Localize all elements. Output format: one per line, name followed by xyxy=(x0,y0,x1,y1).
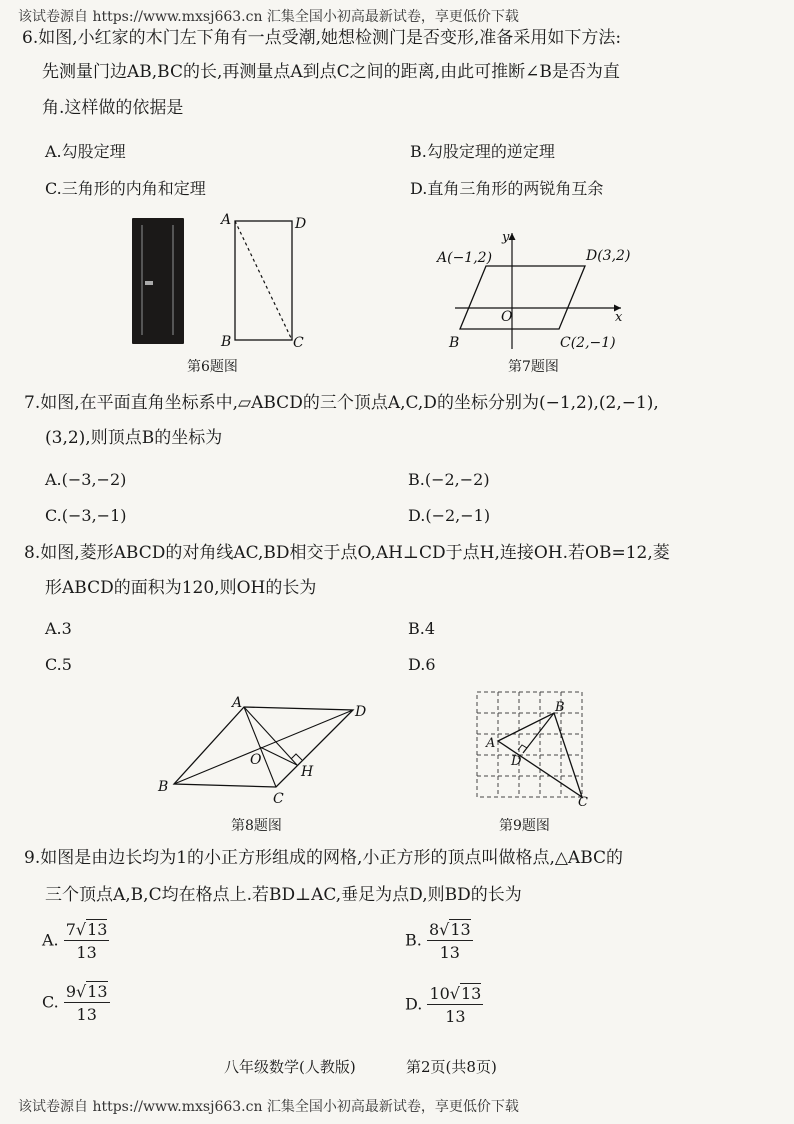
q8-option-d: D.6 xyxy=(408,655,436,674)
q9-line1: 9.如图是由边长均为1的小正方形组成的网格,小正方形的顶点叫做格点,△ABC的 xyxy=(24,848,624,868)
door-photo xyxy=(132,218,184,344)
q7-option-a: A.(−3,−2) xyxy=(45,470,127,489)
q7-option-d: D.(−2,−1) xyxy=(408,506,491,525)
fig9-label-d: D xyxy=(511,754,522,769)
q6-option-a: A.勾股定理 xyxy=(45,142,126,161)
fig8-label-h: H xyxy=(301,764,314,780)
fig7-label-o: O xyxy=(501,309,513,325)
fig8-label-d: D xyxy=(355,704,367,720)
q9-option-c: C. $\frac{9√13}{13}$ xyxy=(42,982,108,1024)
fig9-label-a: A xyxy=(486,736,496,751)
figure-9-grid xyxy=(470,685,595,810)
fig7-label-c: C(2,−1) xyxy=(560,335,616,351)
figure-7-parallelogram xyxy=(425,225,645,360)
q9-option-a: A. $\frac{7√13}{13}$ xyxy=(42,920,108,962)
fig9-label-c: C xyxy=(578,795,588,810)
figure-8-caption: 第8题图 xyxy=(231,818,282,834)
door-handle xyxy=(145,281,153,285)
fig6-label-a: A xyxy=(221,212,232,228)
q8-option-c: C.5 xyxy=(45,655,72,674)
q6-line2: 先测量门边AB,BC的长,再测量点A到点C之间的距离,由此可推断∠B是否为直 xyxy=(42,62,620,82)
q9-option-a-fraction: $\frac{7√13}{13}$ xyxy=(65,920,108,962)
footer-page-number: 第2页(共8页) xyxy=(406,1058,497,1076)
q8-line1: 8.如图,菱形ABCD的对角线AC,BD相交于点O,AH⊥CD于点H,连接OH.若OB=12,菱 xyxy=(24,543,670,563)
figure-6-rectangle xyxy=(215,210,315,355)
q8-option-a: A.3 xyxy=(45,619,72,638)
q7-line1: 7.如图,在平面直角坐标系中,▱ABCD的三个顶点A,C,D的坐标分别为(−1,2),(2,−1), xyxy=(24,393,659,413)
q9-option-b-fraction: $\frac{8√13}{13}$ xyxy=(428,920,471,962)
q7-option-c: C.(−3,−1) xyxy=(45,506,127,525)
q6-option-b: B.勾股定理的逆定理 xyxy=(410,142,555,161)
fig8-label-c: C xyxy=(273,791,284,807)
fig6-label-c: C xyxy=(293,335,304,351)
fig7-label-a: A(−1,2) xyxy=(437,250,493,266)
fig9-label-b: B xyxy=(555,700,565,715)
q9-option-b: B. $\frac{8√13}{13}$ xyxy=(405,920,471,962)
door-groove-right xyxy=(172,225,174,335)
fig6-label-b: B xyxy=(221,334,232,350)
q9-line2: 三个顶点A,B,C均在格点上.若BD⊥AC,垂足为点D,则BD的长为 xyxy=(45,885,522,905)
fig7-label-d: D(3,2) xyxy=(586,248,631,264)
q6-line1: 6.如图,小红家的木门左下角有一点受潮,她想检测门是否变形,准备采用如下方法: xyxy=(22,28,622,48)
footer-subject: 八年级数学(人教版) xyxy=(224,1058,356,1076)
figure-7-caption: 第7题图 xyxy=(508,359,559,375)
q6-option-d: D.直角三角形的两锐角互余 xyxy=(410,179,604,198)
fig8-label-b: B xyxy=(158,779,169,795)
q6-option-c: C.三角形的内角和定理 xyxy=(45,179,206,198)
q9-option-d: D. $\frac{10√13}{13}$ xyxy=(405,984,482,1026)
watermark-top: 该试卷源自 https://www.mxsj663.cn 汇集全国小初高最新试卷，享更低价下载 xyxy=(18,9,519,25)
fig7-label-y: y xyxy=(502,230,510,245)
figure-6-caption: 第6题图 xyxy=(187,359,238,375)
door-groove-left xyxy=(141,225,143,335)
q7-option-b: B.(−2,−2) xyxy=(408,470,490,489)
q6-line3: 角.这样做的依据是 xyxy=(42,98,184,118)
fig7-label-b: B xyxy=(449,335,460,351)
q9-option-c-fraction: $\frac{9√13}{13}$ xyxy=(65,982,108,1024)
fig7-label-x: x xyxy=(615,310,623,325)
figure-9-caption: 第9题图 xyxy=(499,818,550,834)
q8-line2: 形ABCD的面积为120,则OH的长为 xyxy=(45,578,317,598)
figure-8-rhombus xyxy=(150,692,380,812)
q7-line2: (3,2),则顶点B的坐标为 xyxy=(45,428,223,448)
q9-option-d-fraction: $\frac{10√13}{13}$ xyxy=(429,984,482,1026)
watermark-bottom: 该试卷源自 https://www.mxsj663.cn 汇集全国小初高最新试卷，享更低价下载 xyxy=(18,1099,519,1115)
fig8-label-a: A xyxy=(232,695,243,711)
fig8-label-o: O xyxy=(250,752,262,768)
q8-option-b: B.4 xyxy=(408,619,436,638)
fig6-label-d: D xyxy=(295,216,307,232)
